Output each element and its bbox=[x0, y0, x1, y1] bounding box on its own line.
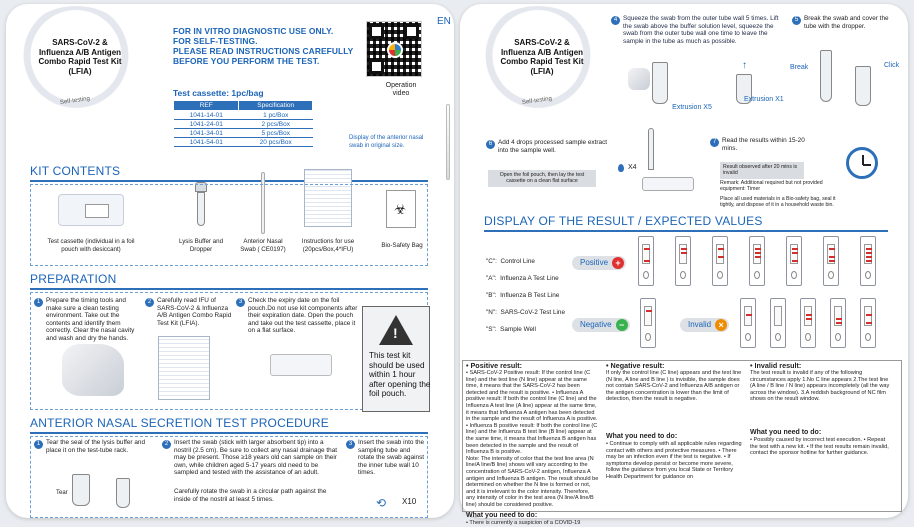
self-testing-label: Self-testing bbox=[59, 95, 91, 107]
ref-cell: 1041-24-01 bbox=[174, 120, 239, 129]
sample-well bbox=[791, 271, 797, 279]
prep-step-2: Carefully read IFU of SARS-CoV-2 & Influenza A/B Antigen Combo Rapid Test Kit (LFIA). bbox=[157, 297, 232, 327]
prep-step-3: Check the expiry date on the foil pouch.Do not use kit components after their expiration date. Open the pouch and take out the test cassette, place it on a flat surface. bbox=[248, 297, 358, 335]
table-row bbox=[174, 120, 313, 129]
result-cassette bbox=[749, 236, 765, 286]
cassette-sample-image bbox=[642, 177, 694, 191]
sample-well bbox=[745, 333, 751, 341]
test-line bbox=[755, 248, 761, 250]
legend-code: "A": bbox=[486, 275, 497, 282]
sample-well bbox=[680, 271, 686, 279]
self-testing-label: Self-testing bbox=[521, 95, 553, 107]
result-cassette bbox=[740, 298, 756, 348]
invalid-result-title: • Invalid result: bbox=[750, 361, 802, 370]
preparation-heading: PREPARATION bbox=[30, 272, 117, 286]
x10-label: X10 bbox=[402, 497, 417, 506]
legend-label: SARS-CoV-2 Test Line bbox=[500, 309, 566, 316]
minus-icon: − bbox=[616, 319, 628, 331]
legend-a bbox=[486, 275, 559, 282]
section-rule bbox=[30, 180, 428, 182]
result-cassette bbox=[860, 236, 876, 286]
negative-result-column bbox=[606, 362, 742, 508]
one-hour-warning-text: This test kit should be used within 1 hour after opening the foil pouch. bbox=[369, 351, 431, 398]
nasal-step-2-extra: Carefully rotate the swab in a circular path against the inside of the nostril at least 5 times. bbox=[174, 488, 327, 503]
ivd-warning-line-4: BEFORE YOU PERFORM THE TEST. bbox=[173, 56, 320, 66]
result-window bbox=[864, 244, 872, 264]
negative-pill bbox=[572, 318, 630, 332]
kit-contents-frame bbox=[30, 184, 428, 266]
tear-label: Tear bbox=[56, 490, 68, 496]
step-7-text: Read the results within 15-20 mins. bbox=[722, 137, 805, 152]
test-line bbox=[792, 248, 798, 250]
positive-result-title: • Positive result: bbox=[466, 361, 523, 370]
legend-label: Influenza A Test Line bbox=[500, 275, 559, 282]
positive-result-column bbox=[466, 361, 600, 527]
test-line bbox=[806, 318, 812, 320]
qr-caption: Operation video bbox=[385, 82, 417, 97]
qr-finder bbox=[369, 59, 384, 74]
sample-well bbox=[775, 333, 781, 341]
test-line bbox=[866, 252, 872, 254]
one-hour-warning-box bbox=[362, 306, 430, 412]
test-line bbox=[755, 256, 761, 258]
nasal-step-3: Insert the swab into the sampling tube and rotate the swab against the inner tube wall 10 times. bbox=[358, 439, 425, 477]
test-line bbox=[866, 248, 872, 250]
qr-logo-icon bbox=[387, 42, 403, 58]
sample-well bbox=[645, 333, 651, 341]
test-line bbox=[646, 310, 652, 312]
remark-text: Remark: Additional required but not provided equipment: Timer bbox=[720, 180, 823, 193]
extrusion-x1-label: Extrusion X1 bbox=[744, 96, 784, 103]
result-cassette bbox=[830, 298, 846, 348]
click-label: Click bbox=[884, 62, 900, 69]
warning-triangle-icon bbox=[379, 315, 413, 345]
display-result-heading: DISPLAY OF THE RESULT / EXPECTED VALUES bbox=[484, 214, 763, 228]
result-cassette bbox=[823, 236, 839, 286]
prep-step-1: Prepare the timing tools and make sure a clean testing environment. Take out the contents and identify them correctly. Clear the nasal cavity and wash and dry the hands. bbox=[46, 297, 135, 342]
positive-todo-title: What you need to do: bbox=[466, 512, 538, 520]
step-number: 2 bbox=[145, 298, 154, 307]
step-number: 1 bbox=[34, 440, 43, 449]
legend-s bbox=[486, 326, 536, 333]
sample-well bbox=[865, 333, 871, 341]
buffer-tube-image bbox=[72, 474, 90, 506]
result-cassette bbox=[675, 236, 691, 286]
test-line bbox=[718, 256, 724, 258]
squeeze-hand-image bbox=[628, 68, 650, 90]
disposal-text: Place all used materials in a Bio-safety bag, seal it tightly, and dispose of it in a household waste bin. bbox=[720, 196, 836, 209]
cross-icon: × bbox=[715, 319, 727, 331]
negative-result-text: If only the control line (C line) appears and the test line (N line, A line and B line ) is invisible, the sample does not contain SARS-CoV-2 and Influenza A/B antigen or the antigen concentration is lower than the limit of detection, then the result is negative. bbox=[606, 370, 742, 403]
test-line bbox=[836, 322, 842, 324]
sample-well bbox=[835, 333, 841, 341]
invalid-label: Invalid bbox=[688, 320, 712, 329]
dropper-image bbox=[648, 128, 654, 170]
qr-finder bbox=[404, 24, 419, 39]
kit-item-buffer: Lysis Buffer and Dropper bbox=[178, 238, 224, 253]
test-line bbox=[681, 252, 687, 254]
sample-well bbox=[754, 271, 760, 279]
section-rule bbox=[30, 432, 428, 434]
legend-code: "N": bbox=[486, 309, 497, 316]
kit-item-bag: Bio-Safety Bag bbox=[381, 242, 423, 249]
legend-label: Influenza B Test Line bbox=[500, 292, 560, 299]
result-cassette bbox=[800, 298, 816, 348]
negative-todo-title: What you need to do: bbox=[606, 432, 678, 440]
rotate-arrows-icon: ⟲ bbox=[376, 496, 387, 510]
drop-icon bbox=[618, 164, 624, 172]
ref-cell: 1041-54-01 bbox=[174, 138, 239, 147]
section-rule bbox=[30, 288, 428, 290]
foil-pouch-note: Open the foil pouch, then lay the test cassette on a clean flat surface bbox=[488, 170, 596, 187]
legend-c bbox=[486, 258, 535, 265]
negative-todo-text: • Continue to comply with all applicable rules regarding contact with others and protective measures. • There may be an infection even if the test is negative. • If symptoms develop persist or become more severe, follow the guidance from you local State or Territory Health Department for guidance on bbox=[606, 440, 742, 480]
result-cassette bbox=[640, 298, 656, 348]
legend-code: "S": bbox=[486, 326, 497, 333]
step-6-text: Add 4 drops processed sample extract into the sample well. bbox=[498, 139, 608, 154]
negative-result-title: • Negative result: bbox=[606, 361, 665, 370]
step-number: 7 bbox=[710, 138, 719, 147]
result-window bbox=[642, 244, 650, 264]
step-number: 3 bbox=[236, 298, 245, 307]
swab-original-size-image bbox=[446, 104, 450, 180]
result-window bbox=[644, 306, 652, 326]
spec-cell: 1 pc/Box bbox=[239, 111, 313, 120]
invalid-pill bbox=[680, 318, 729, 332]
positive-label: Positive bbox=[580, 258, 609, 267]
ivd-warning-line-3: PLEASE READ INSTRUCTIONS CAREFULLY bbox=[173, 46, 354, 56]
test-line bbox=[829, 248, 835, 250]
sample-well bbox=[805, 333, 811, 341]
lift-arrow-icon: ↑ bbox=[742, 60, 747, 71]
legend-code: "C": bbox=[486, 258, 497, 265]
kit-item-swab: Anterior Nasal Swab ( CE0197) bbox=[240, 238, 286, 253]
result-window bbox=[753, 244, 761, 264]
step-5-text: Break the swab and cover the tube with the dropper. bbox=[804, 15, 889, 30]
test-line bbox=[792, 252, 798, 254]
ref-cell: 1041-14-01 bbox=[174, 111, 239, 120]
spec-cell: 20 pcs/Box bbox=[239, 138, 313, 147]
hand-washing-image bbox=[62, 344, 124, 396]
extrusion-x5-label: Extrusion X5 bbox=[672, 104, 712, 111]
sample-well bbox=[828, 271, 834, 279]
left-page bbox=[6, 4, 454, 518]
qr-finder bbox=[369, 24, 384, 39]
test-line bbox=[792, 260, 798, 262]
result-window bbox=[864, 306, 872, 326]
test-line bbox=[866, 256, 872, 258]
step-number: 5 bbox=[792, 16, 801, 25]
test-line bbox=[829, 256, 835, 258]
invalid-result-text: The test result is invalid if any of the following circumstances apply 1.No C line appears 2.The test line (A line / B line / N line) appears incompletely (all the way across the window). 3.A reddish background of NC film shows on the result window. bbox=[750, 370, 890, 403]
positive-result-text: • SARS-CoV-2 Positive result: If the control line (C line) and the test line (N line) appear at the same time, it means that the SARS-CoV-2 has been detected and the result is positive. • Influenza A positive result: If both the control line (C line) and the Influenza A test line (A line) appear at the same time, it means that Influenza A antigen has been detected in the sample and the result of Influenza A is positive. • Influenza B positive result: If both the control line (C line) and the Influenza B test line (B line) appear at the same time, it means that Influenza B antigen has been detected in the sample and the result of Influenza B is positive. bbox=[466, 370, 598, 456]
test-line bbox=[836, 318, 842, 320]
test-line bbox=[644, 248, 650, 250]
invalid-todo-text: • Possibly caused by incorrect test execution. • Repeat the test with a new kit. • If the test results remain invalid, contact the sponsor hotline for further guidance. bbox=[750, 436, 889, 457]
negative-label: Negative bbox=[580, 320, 612, 329]
kit-item-cassette: Test cassette (individual in a foil pouch with desiccant) bbox=[47, 238, 135, 253]
test-line bbox=[718, 248, 724, 250]
kit-contents-heading: KIT CONTENTS bbox=[30, 164, 121, 178]
result-window bbox=[790, 244, 798, 264]
legend-label: Control Line bbox=[500, 258, 535, 265]
test-line bbox=[866, 322, 872, 324]
plus-icon: + bbox=[612, 257, 624, 269]
result-window bbox=[827, 244, 835, 264]
ref-table bbox=[173, 100, 313, 147]
sample-well bbox=[865, 271, 871, 279]
result-window bbox=[804, 306, 812, 326]
result-window bbox=[744, 306, 752, 326]
swab-caption: Display of the anterior nasal swab in original size. bbox=[349, 135, 424, 149]
legend-n bbox=[486, 309, 565, 316]
kit-item-ifu: Instructions for use (20pcs/Box,4*IFU) bbox=[301, 238, 355, 253]
section-rule bbox=[484, 230, 888, 232]
break-swab-image bbox=[820, 50, 832, 102]
test-cassette-title: Test cassette: 1pc/bag bbox=[173, 88, 264, 98]
result-timing-box: Result observed after 20 mins is invalid bbox=[720, 162, 804, 179]
step-4-text: Squeeze the swab from the outer tube wall 5 times. Lift the swab above the buffer solution level, squeeze the swab from the outer tube wall one time to leave the sample in the tube as much as possible. bbox=[623, 15, 779, 45]
test-line bbox=[681, 248, 687, 250]
test-line bbox=[866, 260, 872, 262]
ifu-reading-image bbox=[158, 336, 210, 400]
result-cassette bbox=[770, 298, 786, 348]
sample-well bbox=[643, 271, 649, 279]
test-line bbox=[644, 260, 650, 262]
result-window bbox=[716, 244, 724, 264]
spec-cell: 2 pcs/Box bbox=[239, 120, 313, 129]
table-row bbox=[174, 129, 313, 138]
result-window bbox=[679, 244, 687, 264]
positive-result-note: Note: The intensity of color that the test line area (N line/A line/B line) shows will vary according to the concentration of SARS-CoV-2 antigen, Influenza A antigen and Influenza B antigen. The result should be determined on whether the N line is formed or not, and it is irrelevant to the color intensity. Therefore, any intensity of color in the test area (N line/A line/B line) should be considered positive. bbox=[466, 455, 599, 508]
result-cassette bbox=[712, 236, 728, 286]
test-line bbox=[755, 252, 761, 254]
positive-todo-text: • There is currently a suspicion of a COVID-19 bbox=[466, 520, 581, 527]
test-line bbox=[829, 260, 835, 262]
spec-cell: 5 pcs/Box bbox=[239, 129, 313, 138]
step-number: 2 bbox=[162, 440, 171, 449]
result-window bbox=[774, 306, 782, 326]
biohazard-icon: ☣ bbox=[394, 201, 407, 217]
result-window bbox=[834, 306, 842, 326]
nasal-step-2: Insert the swab (stick with larger absorbent tip) into a nostril (2.5 cm). Be sure to collect any nasal drainage that may be present. Those ≥18 years old can sample on their own, while children aged 5-17 years old need to be sampled and tested with the assistance of an adult. bbox=[174, 439, 338, 477]
invalid-todo-title: What you need to do: bbox=[750, 428, 822, 436]
nasal-step-1: Tear the seal of the lysis buffer and place it on the test-tube rack. bbox=[46, 439, 145, 454]
table-header: REF bbox=[174, 101, 239, 111]
step-number: 4 bbox=[611, 16, 620, 25]
buffer-rack-image bbox=[116, 478, 130, 508]
squeeze-tube-image bbox=[652, 62, 668, 104]
test-line bbox=[866, 314, 872, 316]
table-header: Specification bbox=[239, 101, 313, 111]
nasal-procedure-heading: ANTERIOR NASAL SECRETION TEST PROCEDURE bbox=[30, 416, 329, 430]
test-line bbox=[806, 314, 812, 316]
ivd-warning-line-1: FOR IN VITRO DIAGNOSTIC USE ONLY. bbox=[173, 26, 334, 36]
ivd-warning bbox=[173, 26, 353, 66]
ref-cell: 1041-34-01 bbox=[174, 129, 239, 138]
result-cassette bbox=[786, 236, 802, 286]
break-label: Break bbox=[790, 64, 809, 71]
test-line bbox=[746, 314, 752, 316]
positive-pill bbox=[572, 256, 626, 270]
step-number: 1 bbox=[34, 298, 43, 307]
sample-well bbox=[717, 271, 723, 279]
language-code: EN bbox=[437, 16, 451, 27]
qr-code[interactable] bbox=[366, 21, 422, 77]
legend-label: Sample Well bbox=[500, 326, 536, 333]
cassette-flat-image bbox=[270, 354, 332, 376]
result-cassette bbox=[860, 298, 876, 348]
result-cassette bbox=[638, 236, 654, 286]
table-row bbox=[174, 138, 313, 147]
table-row bbox=[174, 111, 313, 120]
invalid-result-column bbox=[750, 362, 894, 508]
step-number: 6 bbox=[486, 140, 495, 149]
dropper-tube-image bbox=[855, 66, 871, 106]
ivd-warning-line-2: FOR SELF-TESTING. bbox=[173, 36, 258, 46]
legend-code: "B": bbox=[486, 292, 497, 299]
legend-b bbox=[486, 292, 559, 299]
clock-icon bbox=[846, 147, 878, 179]
step-number: 3 bbox=[346, 440, 355, 449]
x4-label: X4 bbox=[628, 164, 637, 171]
product-title: SARS-CoV-2 & Influenza A/B Antigen Combo Rapid Test Kit (LFIA) bbox=[38, 38, 122, 76]
product-title: SARS-CoV-2 & Influenza A/B Antigen Combo Rapid Test Kit (LFIA) bbox=[500, 38, 584, 76]
